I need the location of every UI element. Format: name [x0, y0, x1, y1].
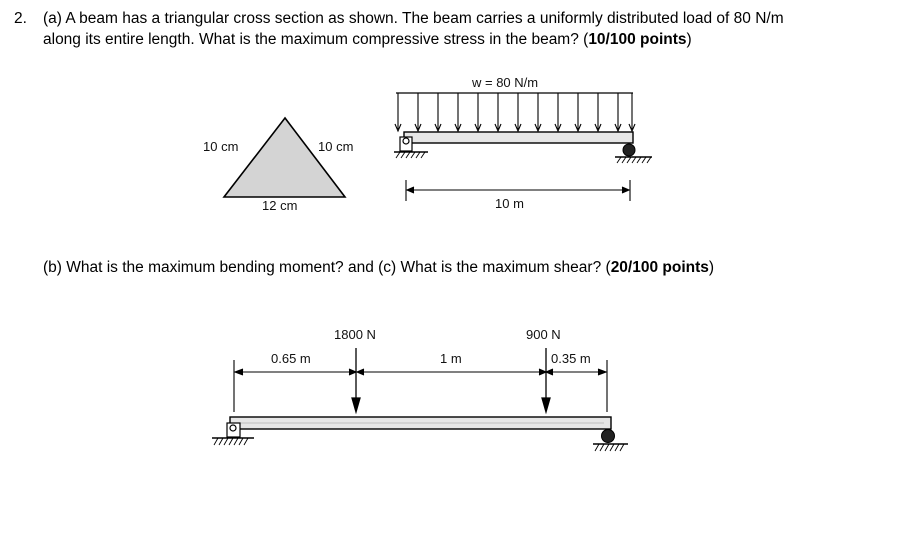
beam-2 [230, 417, 611, 429]
part-b-text: (b) What is the maximum bending moment? and (c) What is the maximum shear? ( [43, 259, 611, 276]
point-load-1800 [352, 348, 360, 412]
dimension-0-35-label: 0.35 m [551, 351, 591, 366]
question-number: 2. [14, 10, 27, 27]
part-a-points: 10/100 points [588, 31, 687, 48]
part-a-line-2-text: along its entire length. What is the maximum compressive stress in the beam? ( [43, 31, 589, 48]
triangle-right-side-label: 10 cm [318, 139, 354, 154]
dimension-1-label: 1 m [440, 351, 462, 366]
beam-1 [404, 132, 633, 143]
part-b-points: 20/100 points [610, 259, 709, 276]
part-a-line-1: (a) A beam has a triangular cross section as shown. The beam carries a uniformly distributed load of 80 N/m [43, 10, 784, 27]
distributed-load-label: w = 80 N/m [472, 75, 539, 90]
part-b-close: ) [708, 259, 715, 276]
load-1800-label: 1800 N [334, 327, 376, 342]
span-label: 10 m [495, 196, 524, 211]
triangle-base-label: 12 cm [262, 198, 298, 213]
distributed-load [395, 93, 635, 131]
point-load-900 [542, 348, 550, 412]
part-a-line-2-close: ) [686, 31, 692, 48]
roller-support-1 [615, 144, 652, 163]
triangle-cross-section [224, 118, 345, 197]
load-900-label: 900 N [526, 327, 561, 342]
dimension-0-65-label: 0.65 m [271, 351, 311, 366]
roller-support-2 [593, 430, 628, 452]
dimension-line-2 [234, 360, 607, 412]
triangle-left-side-label: 10 cm [203, 139, 239, 154]
